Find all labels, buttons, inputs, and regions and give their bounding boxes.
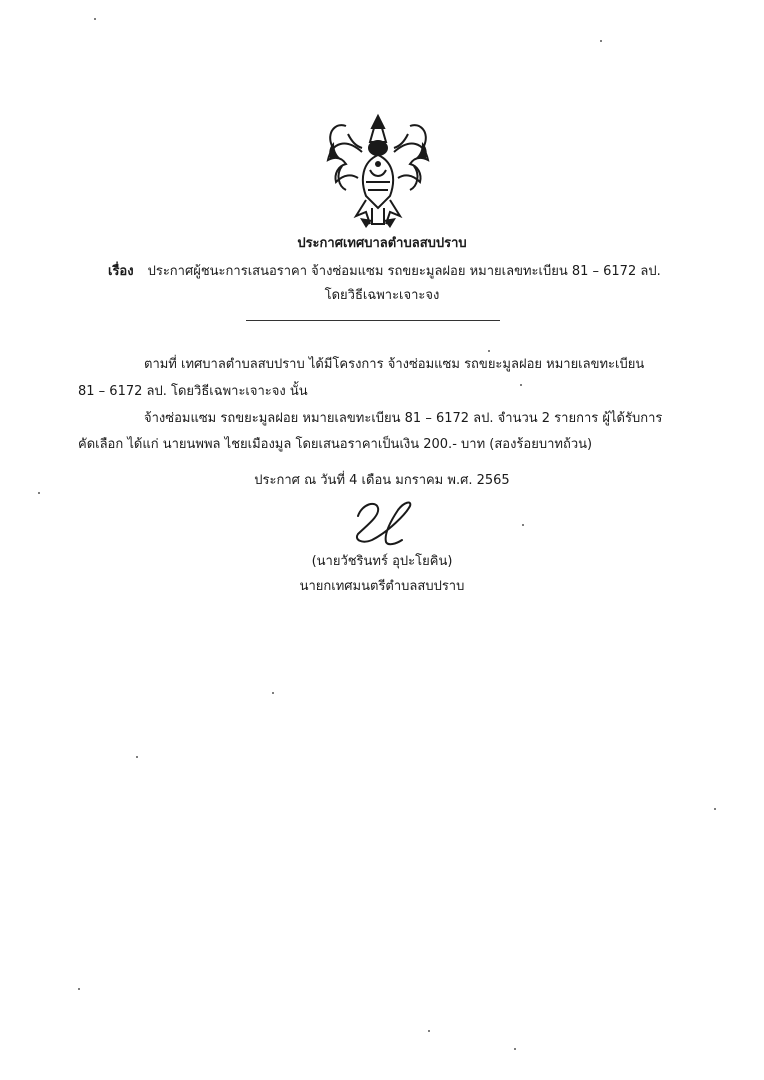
signer-position: นายกเทศมนตรีตำบลสบปราบ bbox=[299, 579, 465, 594]
scan-speck bbox=[600, 40, 602, 42]
subject-row bbox=[108, 263, 661, 281]
scan-speck bbox=[272, 692, 274, 694]
handwritten-signature bbox=[348, 496, 418, 548]
scan-speck bbox=[522, 524, 524, 526]
scan-speck bbox=[38, 492, 40, 494]
divider-line bbox=[246, 320, 500, 321]
subject-text-continued: โดยวิธีเฉพาะเจาะจง bbox=[324, 288, 440, 303]
paragraph-2-line-2: คัดเลือก ได้แก่ นายนพพล ไชยเมืองมูล โดยเสนอราคาเป็นเงิน 200.- บาท (สองร้อยบาทถ้วน) bbox=[78, 437, 593, 452]
scan-speck bbox=[136, 756, 138, 758]
scan-speck bbox=[520, 384, 522, 386]
paragraph-2-line-1: จ้างซ่อมแซม รถขยะมูลฝอย หมายเลขทะเบียน 81 – 6172 ลป. จำนวน 2 รายการ ผู้ได้รับการ bbox=[144, 411, 663, 426]
paragraph-1-line-2: 81 – 6172 ลป. โดยวิธีเฉพาะเจาะจง นั้น bbox=[78, 384, 308, 399]
garuda-emblem-icon bbox=[322, 112, 434, 230]
scan-speck bbox=[428, 1030, 430, 1032]
document-title: ประกาศเทศบาลตำบลสบปราบ bbox=[297, 236, 467, 251]
subject-label: เรื่อง bbox=[108, 264, 134, 279]
subject-text: ประกาศผู้ชนะการเสนอราคา จ้างซ่อมแซม รถขยะมูลฝอย หมายเลขทะเบียน 81 – 6172 ลป. bbox=[147, 264, 661, 279]
scan-speck bbox=[514, 1048, 516, 1050]
scan-speck bbox=[78, 988, 80, 990]
signer-name: (นายวัชรินทร์ อุปะโยคิน) bbox=[311, 554, 453, 569]
announcement-date: ประกาศ ณ วันที่ 4 เดือน มกราคม พ.ศ. 2565 bbox=[254, 473, 510, 488]
scan-speck bbox=[94, 18, 96, 20]
paragraph-1-line-1: ตามที่ เทศบาลตำบลสบปราบ ได้มีโครงการ จ้างซ่อมแซม รถขยะมูลฝอย หมายเลขทะเบียน bbox=[144, 357, 645, 372]
scan-speck bbox=[714, 808, 716, 810]
scan-speck bbox=[488, 350, 490, 352]
